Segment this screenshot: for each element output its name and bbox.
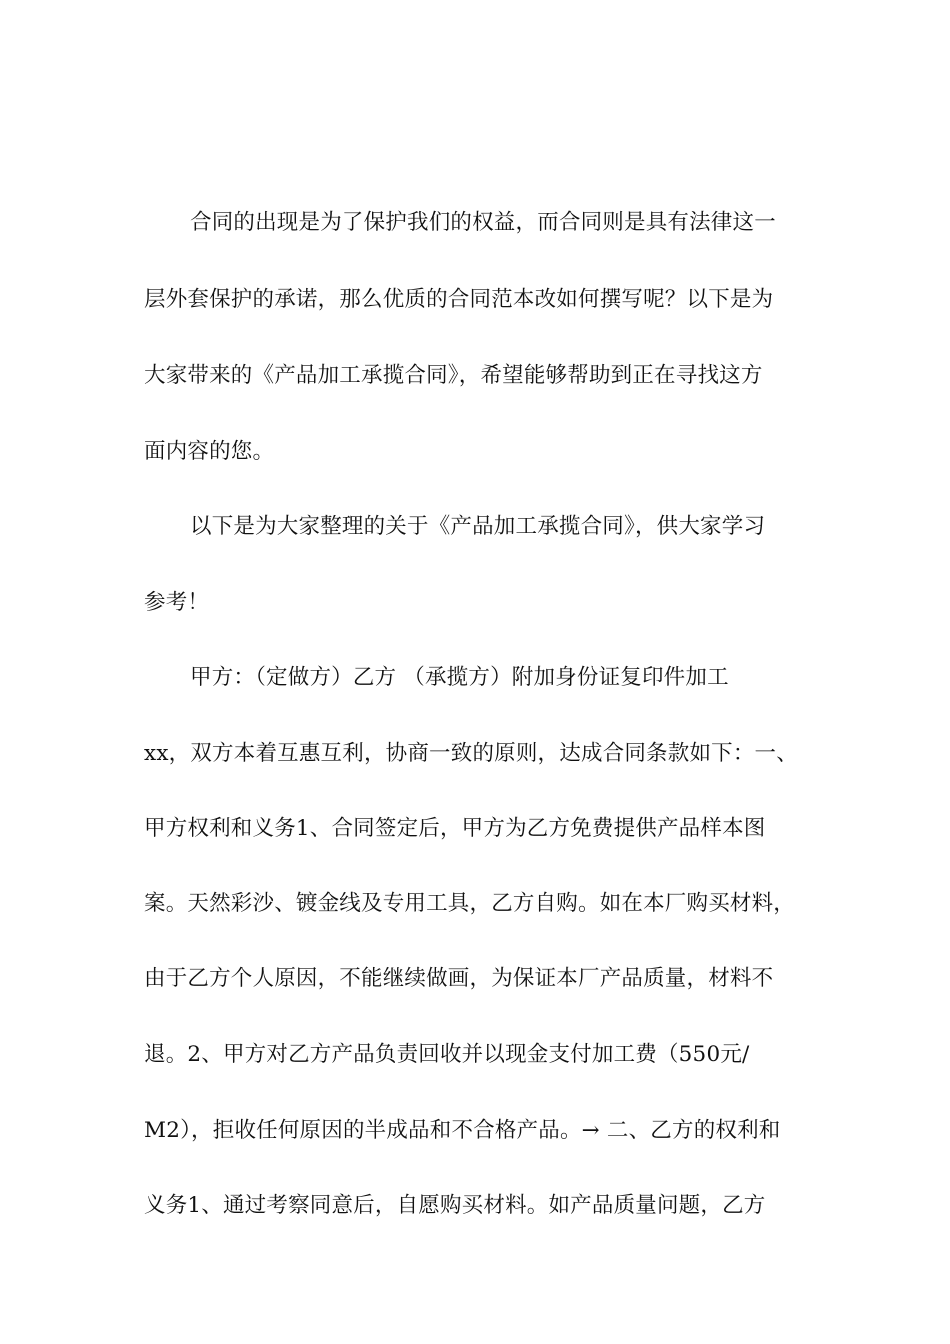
text-line: xx，双方本着互惠互利，协商一致的原则，达成合同条款如下：一、 bbox=[144, 741, 798, 766]
text-line: M2），拒收任何原因的半成品和不合格产品。→ 二、乙方的权利和 bbox=[144, 1118, 781, 1143]
text-line: 义务1、通过考察同意后，自愿购买材料。如产品质量问题，乙方 bbox=[144, 1193, 766, 1218]
text-line: 以下是为大家整理的关于《产品加工承揽合同》，供大家学习 bbox=[190, 514, 766, 539]
text-line: 退。2、甲方对乙方产品负责回收并以现金支付加工费（550元/ bbox=[144, 1042, 750, 1067]
text-line: 由于乙方个人原因，不能继续做画，为保证本厂产品质量，材料不 bbox=[144, 966, 774, 991]
text-line: 合同的出现是为了保护我们的权益，而合同则是具有法律这一 bbox=[190, 210, 776, 235]
text-line: 甲方权利和义务1、合同签定后，甲方为乙方免费提供产品样本图 bbox=[144, 816, 766, 841]
text-line: 大家带来的《产品加工承揽合同》，希望能够帮助到正在寻找这方 bbox=[144, 363, 763, 388]
text-line: 甲方：（定做方）乙方 （承揽方）附加身份证复印件加工 bbox=[190, 665, 729, 690]
text-line: 案。天然彩沙、镀金线及专用工具，乙方自购。如在本厂购买材料， bbox=[144, 891, 796, 916]
text-line: 层外套保护的承诺，那么优质的合同范本改如何撰写呢？以下是为 bbox=[144, 287, 774, 312]
text-line: 面内容的您。 bbox=[144, 439, 275, 464]
text-line: 参考！ bbox=[144, 590, 210, 615]
